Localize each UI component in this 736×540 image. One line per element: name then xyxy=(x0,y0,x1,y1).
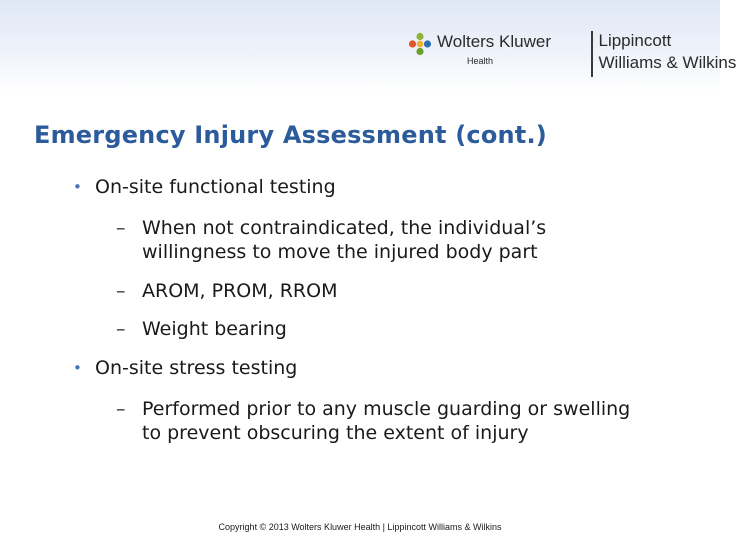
bullet-text: On-site stress testing xyxy=(95,357,298,379)
sub-bullet-willingness xyxy=(116,216,642,264)
sub-bullet-text: When not contraindicated, the individual’s willingness to move the injured body part xyxy=(142,217,547,263)
sub-bullet-text: Weight bearing xyxy=(142,318,287,340)
dash-marker: – xyxy=(116,280,126,302)
wolters-kluwer-logo-icon xyxy=(408,32,432,56)
bullet-functional-testing xyxy=(73,175,336,199)
health-label: Health xyxy=(467,56,494,66)
publisher-logo xyxy=(408,30,736,78)
dash-marker: – xyxy=(116,318,126,340)
logo-divider xyxy=(591,31,593,77)
wolters-kluwer-wordmark xyxy=(437,30,585,66)
lww-wordmark xyxy=(599,30,736,74)
sub-bullet-weight-bearing xyxy=(116,317,287,341)
bullet-marker: • xyxy=(73,178,82,196)
lww-line-1: Lippincott xyxy=(598,31,672,50)
wolters-kluwer-name: Wolters Kluwer xyxy=(437,32,551,51)
sub-bullet-rom xyxy=(116,279,338,303)
sub-bullet-performed-prior xyxy=(116,397,642,445)
bullet-text: On-site functional testing xyxy=(95,176,336,198)
bullet-marker: • xyxy=(73,359,82,377)
dash-marker: – xyxy=(116,398,126,420)
slide-title: Emergency Injury Assessment (cont.) xyxy=(34,121,547,149)
lww-line-2: Williams & Wilkins xyxy=(598,53,736,72)
sub-bullet-text: AROM, PROM, RROM xyxy=(142,280,338,302)
sub-bullet-text: Performed prior to any muscle guarding or swelling to prevent obscuring the extent of injury xyxy=(142,398,631,444)
bullet-stress-testing xyxy=(73,356,298,380)
dash-marker: – xyxy=(116,217,126,239)
copyright-footer: Copyright © 2013 Wolters Kluwer Health | Lippincott Williams & Wilkins xyxy=(218,522,502,532)
